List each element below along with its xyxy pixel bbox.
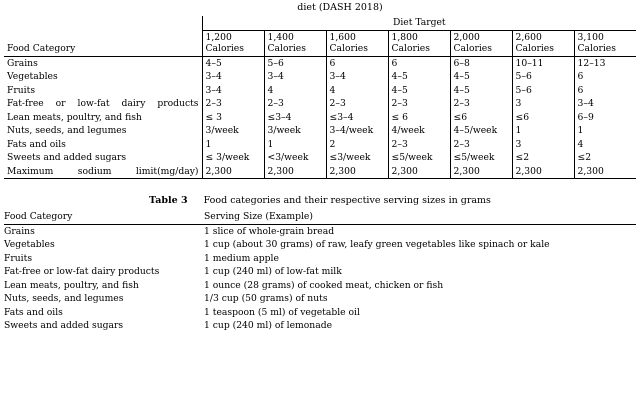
table3-row-2-serving: 1 medium apple <box>204 252 279 264</box>
table3-row-4-category: Lean meats, poultry, and fish <box>4 279 139 291</box>
table3-head <box>4 210 636 224</box>
table2-header-col-4-line1: 2,000 <box>453 31 480 43</box>
table2-row-5-col-5: 1 <box>512 124 574 138</box>
table2-row-6-col-0: 1 <box>202 138 264 152</box>
table2-row-2-col-4: 4–5 <box>450 84 512 98</box>
table-row <box>4 165 636 179</box>
table3-row-6-category: Fats and oils <box>4 306 63 318</box>
table3-body <box>4 224 636 333</box>
table3-row-3-serving: 1 cup (240 ml) of low-fat milk <box>204 266 342 277</box>
table2-row-4-col-1: ≤3–4 <box>264 111 326 125</box>
table2-row-4-col-3: ≤ 6 <box>388 111 450 125</box>
table2-row-4-col-4: ≤6 <box>450 111 512 125</box>
table2-row-1-col-4: 4–5 <box>450 70 512 84</box>
table2-header-col-6-line2: Calories <box>577 43 616 54</box>
table3-row-7-serving: 1 cup (240 ml) of lemonade <box>204 320 333 331</box>
table2-row-0-col-6: 12–13 <box>574 56 636 70</box>
table2-header-col-1-line2: Calories <box>267 43 306 54</box>
table2-head <box>4 16 636 56</box>
table2-header-food-category: Food Category <box>7 43 76 54</box>
table2-row-0-col-5: 10–11 <box>512 56 574 70</box>
table3-header-food-category: Food Category <box>4 211 73 222</box>
table2-header-col-5 <box>512 30 574 56</box>
table3-row-5-serving: 1/3 cup (50 grams) of nuts <box>204 293 328 304</box>
table-row <box>4 265 636 279</box>
table-row <box>4 279 636 293</box>
table2-header-col-5-line1: 2,600 <box>515 31 542 43</box>
table2-row-8-col-3: 2,300 <box>388 165 450 179</box>
table2-body <box>4 56 636 179</box>
table2-header-col-3-line2: Calories <box>391 43 430 54</box>
table3-row-1-serving: 1 cup (about 30 grams) of raw, leafy green vegetables like spinach or kale <box>204 239 550 250</box>
table2-header-col-4 <box>450 30 512 56</box>
table2-row-7-col-5: ≤2 <box>512 151 574 165</box>
table2-row-5-col-1: 3/week <box>264 124 326 138</box>
table3 <box>4 210 636 333</box>
table2-header-col-2-line1: 1,600 <box>329 31 356 43</box>
table2-row-3-category: Fat-free or low-fat dairy products <box>7 98 199 109</box>
table2-caption: diet (DASH 2018) <box>297 2 383 13</box>
table2-row-4-col-0: ≤ 3 <box>202 111 264 125</box>
table-row <box>4 238 636 252</box>
table2-row-7-category: Sweets and added sugars <box>7 152 127 163</box>
table2-row-2-col-6: 6 <box>574 84 636 98</box>
table2-row-5-col-0: 3/week <box>202 124 264 138</box>
table2-row-1-col-1: 3–4 <box>264 70 326 84</box>
table2-group-header-diet-target: Diet Target <box>202 16 636 30</box>
table2-row-4-col-6: 6–9 <box>574 111 636 125</box>
table2-row-6-col-3: 2–3 <box>388 138 450 152</box>
table2-row-8-category: Maximum sodium limit(mg/day) <box>7 165 199 177</box>
table-row <box>4 306 636 320</box>
table2-row-2-col-5: 5–6 <box>512 84 574 98</box>
table2-row-6-col-1: 1 <box>264 138 326 152</box>
table2-row-7-col-0: ≤ 3/week <box>202 151 264 165</box>
table2-row-6-col-6: 4 <box>574 138 636 152</box>
table3-title: Food categories and their respective serving sizes in grams <box>203 195 491 206</box>
table3-row-5-category: Nuts, seeds, and legumes <box>4 293 124 304</box>
table2-row-3-col-6: 3–4 <box>574 97 636 111</box>
table2-row-2-col-1: 4 <box>264 84 326 98</box>
table2-row-2-category: Fruits <box>7 84 36 96</box>
table2-row-6-col-2: 2 <box>326 138 388 152</box>
table2-row-3-col-0: 2–3 <box>202 97 264 111</box>
table2-row-3-col-3: 2–3 <box>388 97 450 111</box>
table2-header-col-3 <box>388 30 450 56</box>
table3-label: Table 3 <box>149 195 188 206</box>
table-row <box>4 151 636 165</box>
table-row <box>4 70 636 84</box>
table3-row-6-serving: 1 teaspoon (5 ml) of vegetable oil <box>204 306 360 318</box>
table2-row-5-category: Nuts, seeds, and legumes <box>7 125 127 136</box>
table2-row-1-col-3: 4–5 <box>388 70 450 84</box>
table2 <box>4 16 636 179</box>
table2-group-header-row <box>4 16 636 30</box>
table2-row-1-col-5: 5–6 <box>512 70 574 84</box>
table2-header-col-1 <box>264 30 326 56</box>
table2-row-0-col-1: 5–6 <box>264 56 326 70</box>
table2-row-0-col-3: 6 <box>388 56 450 70</box>
table2-row-8-col-0: 2,300 <box>202 165 264 179</box>
table-row <box>4 56 636 70</box>
table-row <box>4 124 636 138</box>
table-row <box>4 292 636 306</box>
table3-row-4-serving: 1 ounce (28 grams) of cooked meat, chicken or fish <box>204 279 444 291</box>
table2-row-1-col-0: 3–4 <box>202 70 264 84</box>
table2-row-4-col-5: ≤6 <box>512 111 574 125</box>
table-row <box>4 319 636 333</box>
table3-row-0-serving: 1 slice of whole-grain bread <box>204 225 335 237</box>
table2-row-6-category: Fats and oils <box>7 138 66 150</box>
table2-group-header-spacer <box>4 16 202 30</box>
table2-row-4-category: Lean meats, poultry, and fish <box>7 111 142 123</box>
table2-row-3-col-5: 3 <box>512 97 574 111</box>
table2-row-8-col-6: 2,300 <box>574 165 636 179</box>
table2-header-col-6 <box>574 30 636 56</box>
table2-row-2-col-3: 4–5 <box>388 84 450 98</box>
table2-row-1-col-2: 3–4 <box>326 70 388 84</box>
table-row <box>4 138 636 152</box>
table2-row-5-col-4: 4–5/week <box>450 124 512 138</box>
table2-row-8-col-2: 2,300 <box>326 165 388 179</box>
table-row <box>4 84 636 98</box>
table2-row-6-col-5: 3 <box>512 138 574 152</box>
table3-row-3-category: Fat-free or low-fat dairy products <box>4 266 160 277</box>
table2-header-col-0 <box>202 30 264 56</box>
table2-row-0-col-2: 6 <box>326 56 388 70</box>
table3-row-7-category: Sweets and added sugars <box>4 320 124 331</box>
table2-header-col-0-line1: 1,200 <box>205 31 232 43</box>
table-row <box>4 111 636 125</box>
table2-row-1-category: Vegetables <box>7 71 58 82</box>
table2-row-7-col-1: <3/week <box>264 151 326 165</box>
table3-row-2-category: Fruits <box>4 252 33 264</box>
table-row <box>4 252 636 266</box>
table2-header-col-3-line1: 1,800 <box>391 31 418 43</box>
table2-row-8-col-1: 2,300 <box>264 165 326 179</box>
table2-row-5-col-6: 1 <box>574 124 636 138</box>
table3-section <box>0 195 640 333</box>
table2-row-3-col-2: 2–3 <box>326 97 388 111</box>
table2-row-3-col-4: 2–3 <box>450 97 512 111</box>
table2-header-col-0-line2: Calories <box>205 43 244 54</box>
table2-row-6-col-4: 2–3 <box>450 138 512 152</box>
table2-row-7-col-2: ≤3/week <box>326 151 388 165</box>
table2-row-5-col-3: 4/week <box>388 124 450 138</box>
table-row <box>4 97 636 111</box>
table3-header-serving-size: Serving Size (Example) <box>204 211 313 222</box>
table2-row-2-col-0: 3–4 <box>202 84 264 98</box>
table3-caption <box>0 195 640 206</box>
table2-row-3-col-1: 2–3 <box>264 97 326 111</box>
table2-row-0-col-4: 6–8 <box>450 56 512 70</box>
table2-row-7-col-6: ≤2 <box>574 151 636 165</box>
table2-row-0-col-0: 4–5 <box>202 56 264 70</box>
table2-column-header-row <box>4 30 636 56</box>
table-row <box>4 224 636 238</box>
table2-row-8-col-5: 2,300 <box>512 165 574 179</box>
table2-row-8-col-4: 2,300 <box>450 165 512 179</box>
table2-row-0-category: Grains <box>7 57 38 69</box>
table2-header-col-5-line2: Calories <box>515 43 554 54</box>
table2-row-2-col-2: 4 <box>326 84 388 98</box>
table3-row-1-category: Vegetables <box>4 239 55 250</box>
table2-row-7-col-4: ≤5/week <box>450 151 512 165</box>
table2-row-7-col-3: ≤5/week <box>388 151 450 165</box>
table2-row-5-col-2: 3–4/week <box>326 124 388 138</box>
table2-header-col-6-line1: 3,100 <box>577 31 604 43</box>
table2-header-col-4-line2: Calories <box>453 43 492 54</box>
document-page <box>0 2 640 414</box>
table3-row-0-category: Grains <box>4 225 35 237</box>
table2-row-1-col-6: 6 <box>574 70 636 84</box>
table3-header-row <box>4 210 636 224</box>
table2-row-4-col-2: ≤3–4 <box>326 111 388 125</box>
table2-header-col-1-line1: 1,400 <box>267 31 294 43</box>
table2-header-col-2 <box>326 30 388 56</box>
table2-header-col-2-line2: Calories <box>329 43 368 54</box>
